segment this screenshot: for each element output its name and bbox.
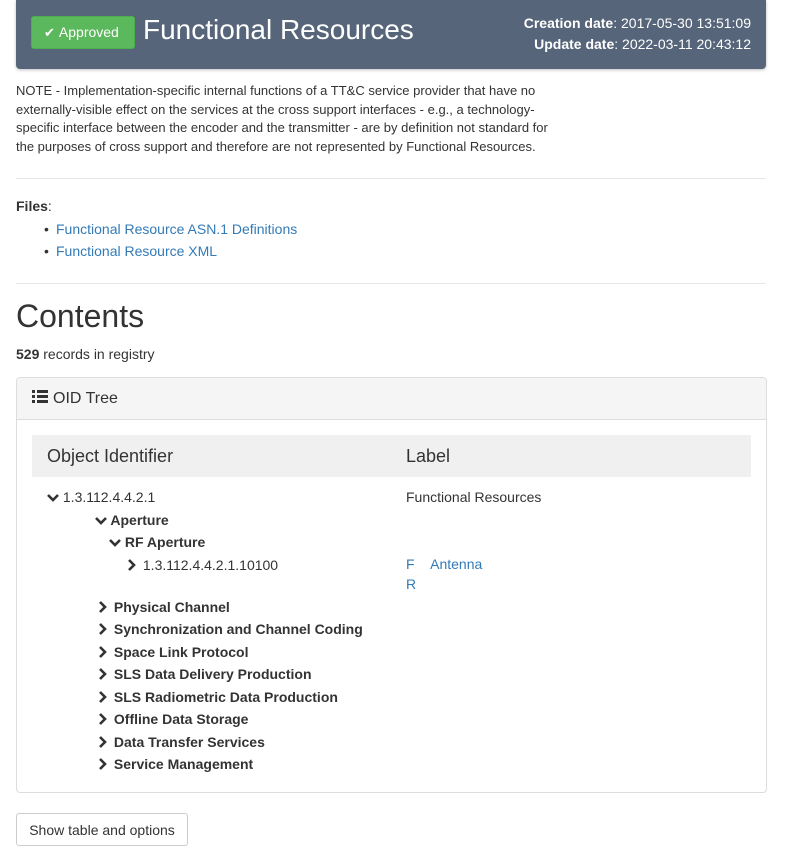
files-label: Files [16, 198, 48, 214]
tree-node-leaf-label[interactable] [406, 555, 482, 573]
chevron-down-icon[interactable] [109, 534, 121, 552]
contents-heading: Contents [16, 298, 145, 334]
tree-node-oid: 1.3.112.4.4.2.1 [62, 489, 156, 505]
tree-node-aperture[interactable] [95, 511, 169, 530]
tree-node-name: Data Transfer Services [113, 734, 265, 750]
chevron-right-icon[interactable] [98, 666, 110, 684]
divider [16, 283, 766, 284]
tree-node-group[interactable] [98, 598, 230, 617]
registry-header [16, 0, 766, 69]
tree-node-group[interactable] [98, 688, 338, 707]
status-badge-label: Approved [58, 24, 119, 40]
file-link-xml[interactable]: Functional Resource XML [56, 243, 218, 259]
chevron-down-icon[interactable] [47, 489, 59, 507]
tree-node-group[interactable] [98, 733, 265, 752]
tree-node-label: Functional Resources [406, 489, 542, 505]
chevron-right-icon[interactable] [98, 689, 110, 707]
tree-node-name: SLS Data Delivery Production [113, 666, 312, 682]
oid-tree-panel [16, 377, 767, 793]
panel-heading [17, 378, 766, 420]
panel-title: OID Tree [53, 390, 118, 407]
tree-node-name: Offline Data Storage [113, 711, 249, 727]
description-note: NOTE - Implementation-specific internal functions of a TT&C service provider that have no externally-visible effect on the services at the cross support interfaces - e.g., a technology-specific interface between the encoder and the transmitter - are by definition not standard for the purposes of cross support and therefore are not represented by Functional Resources. [16, 83, 548, 155]
chevron-right-icon[interactable] [98, 756, 110, 774]
list-item [44, 240, 297, 262]
tree-node-name: Space Link Protocol [113, 644, 249, 660]
update-date-label: Update date [534, 36, 615, 52]
list-icon [32, 390, 48, 404]
tree-node-group[interactable] [98, 620, 363, 639]
tree-node-name: SLS Radiometric Data Production [113, 689, 338, 705]
show-table-button[interactable]: Show table and options [16, 813, 188, 846]
list-item [44, 218, 297, 240]
file-link-asn1[interactable]: Functional Resource ASN.1 Definitions [56, 221, 298, 237]
tree-node-oid: 1.3.112.4.4.2.1.10100 [142, 557, 279, 573]
tree-node-name: Aperture [110, 512, 169, 528]
status-badge [31, 16, 135, 49]
tree-node-name: Service Management [113, 756, 254, 772]
tree-table-header [32, 435, 751, 477]
column-header-label: Label [406, 446, 451, 466]
tree-node-group[interactable] [98, 755, 253, 774]
tree-node-root[interactable] [47, 488, 155, 507]
chevron-right-icon[interactable] [127, 557, 139, 575]
creation-date-value: 2017-05-30 13:51:09 [621, 15, 751, 31]
label-part-f: F [406, 556, 415, 572]
record-count-suffix: records in registry [43, 346, 155, 362]
record-count: 529 [16, 346, 40, 362]
check-icon: ✔ [44, 25, 55, 40]
record-count-text [16, 346, 155, 362]
chevron-down-icon[interactable] [95, 512, 107, 530]
tree-node-leaf[interactable] [127, 556, 278, 575]
label-part-r: R [406, 576, 417, 592]
tree-node-group[interactable] [98, 710, 248, 729]
dates-block: Creation date: 2017-05-30 13:51:09 Update date: 2022-03-11 20:43:12 [523, 15, 751, 52]
chevron-right-icon[interactable] [98, 599, 110, 617]
update-date-value: 2022-03-11 20:43:12 [622, 36, 751, 52]
column-header-oid: Object Identifier [47, 446, 174, 466]
tree-node-name: RF Aperture [124, 534, 206, 550]
files-list [44, 218, 297, 262]
tree-node-name: Synchronization and Channel Coding [113, 621, 363, 637]
tree-node-name: Physical Channel [113, 599, 230, 615]
tree-node-rf-aperture[interactable] [109, 533, 205, 552]
files-heading: Files: [16, 198, 52, 214]
tree-node-group[interactable] [98, 665, 312, 684]
chevron-right-icon[interactable] [98, 644, 110, 662]
chevron-right-icon[interactable] [98, 734, 110, 752]
creation-date-label: Creation date [523, 15, 614, 31]
divider [16, 178, 766, 179]
tree-node-group[interactable] [98, 643, 248, 662]
chevron-right-icon[interactable] [98, 711, 110, 729]
antenna-link[interactable]: Antenna [430, 556, 483, 572]
chevron-right-icon[interactable] [98, 621, 110, 639]
page-title: Functional Resources [143, 14, 414, 45]
